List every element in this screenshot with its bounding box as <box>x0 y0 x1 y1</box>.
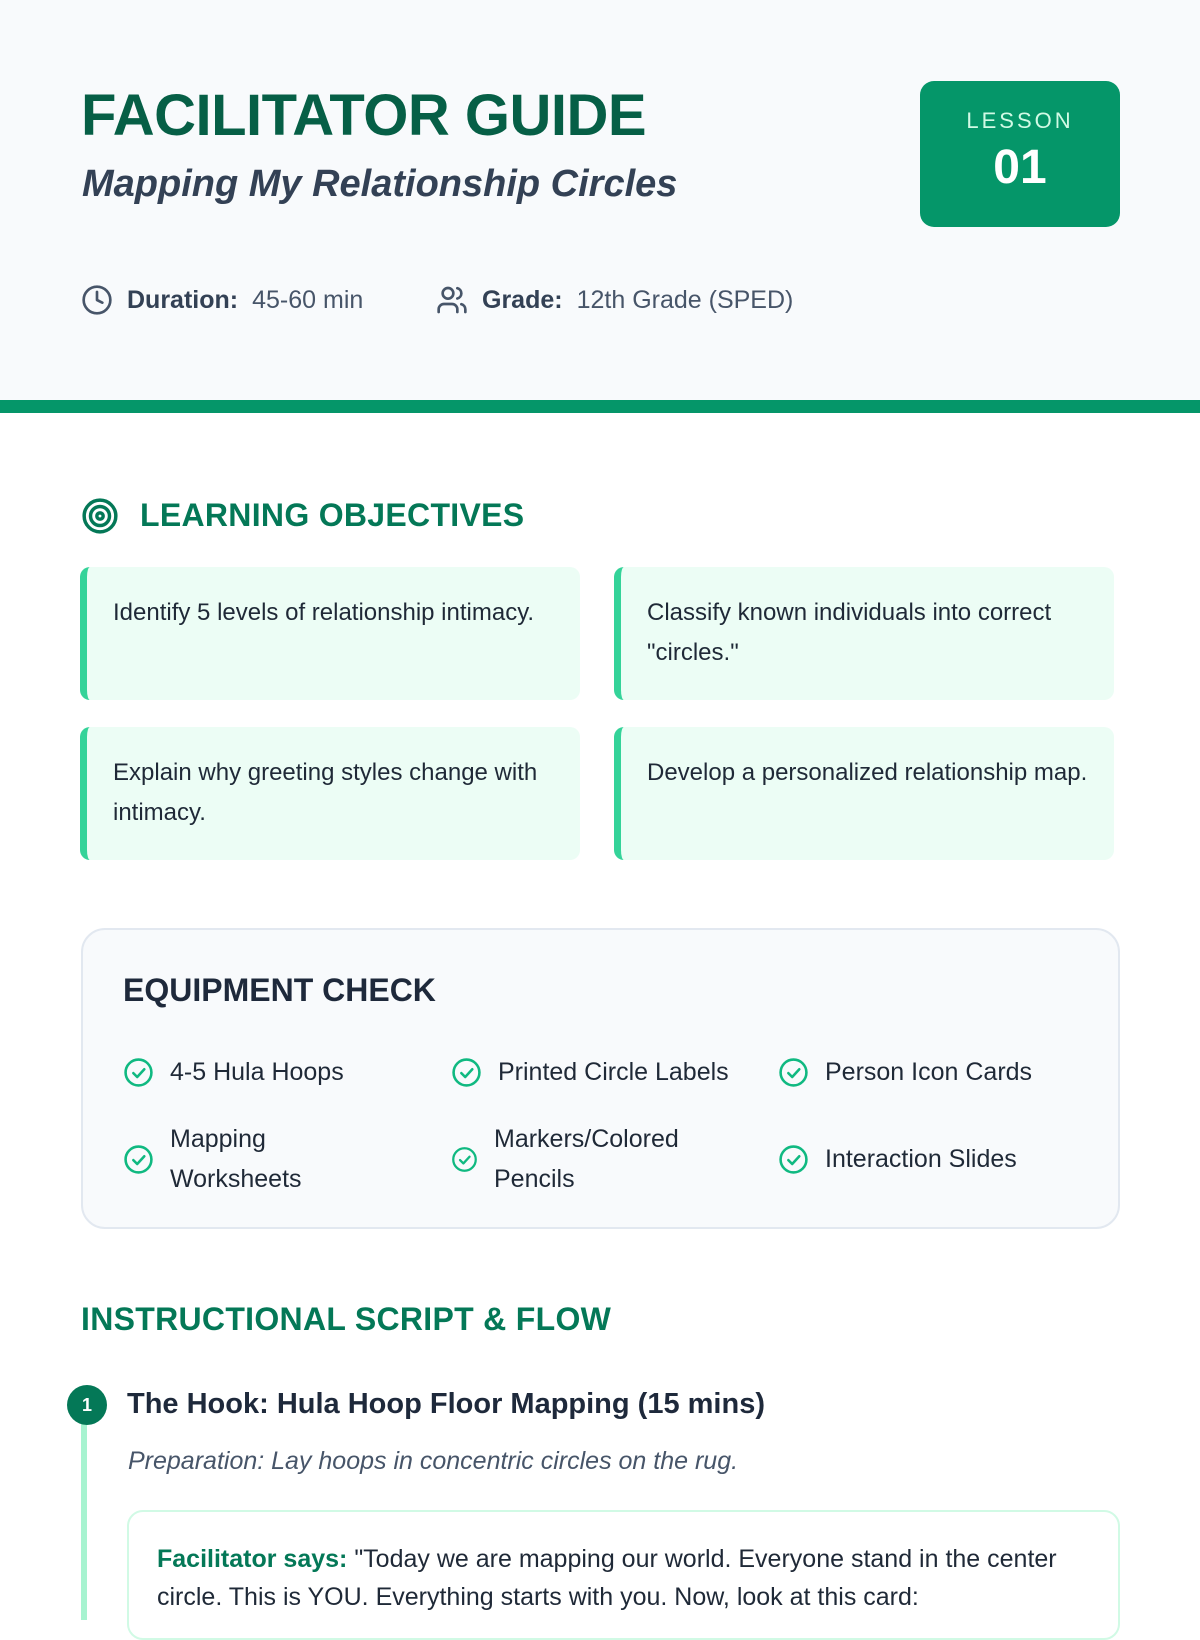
equipment-box <box>81 928 1120 1229</box>
page-subtitle: Mapping My Relationship Circles <box>82 163 678 205</box>
step-preparation: Preparation: Lay hoops in concentric circles on the rug. <box>128 1447 739 1475</box>
lesson-badge <box>920 81 1120 227</box>
objective-card: Identify 5 levels of relationship intimacy. <box>80 567 580 700</box>
script-quote: "Today we are mapping our world. Everyone stand in the center circle. This is YOU. Everything starts with you. Now, look at this card: <box>157 1545 1057 1611</box>
duration-value: 45-60 min <box>252 285 364 314</box>
header <box>0 0 1200 400</box>
equipment-item <box>123 1052 403 1092</box>
grade-value: 12th Grade (SPED) <box>576 285 794 314</box>
equipment-item-label: 4-5 Hula Hoops <box>170 1058 344 1086</box>
duration-meta <box>81 282 363 318</box>
users-icon <box>436 284 468 316</box>
target-icon <box>81 497 119 535</box>
script-speaker: Facilitator says: <box>157 1545 348 1573</box>
equipment-title: EQUIPMENT CHECK <box>123 972 436 1008</box>
objective-card: Develop a personalized relationship map. <box>614 727 1114 860</box>
equipment-item-label: Person Icon Cards <box>825 1058 1033 1086</box>
step-number-badge: 1 <box>67 1385 107 1425</box>
duration-label: Duration: <box>127 285 239 314</box>
objectives-heading <box>81 497 781 537</box>
objective-card: Explain why greeting styles change with intimacy. <box>80 727 580 860</box>
clock-icon <box>81 284 113 316</box>
script-title: INSTRUCTIONAL SCRIPT & FLOW <box>81 1301 612 1337</box>
check-circle-icon <box>451 1146 478 1173</box>
equipment-item-label: Printed Circle Labels <box>498 1058 729 1086</box>
lesson-number: 01 <box>993 141 1047 194</box>
equipment-item-label: Interaction Slides <box>825 1145 1017 1173</box>
equipment-item <box>778 1139 1078 1179</box>
step-title: The Hook: Hula Hoop Floor Mapping (15 mins) <box>127 1388 765 1420</box>
lesson-label: LESSON <box>966 108 1074 133</box>
header-divider <box>0 400 1200 413</box>
equipment-item-label: Mapping Worksheets <box>170 1125 302 1193</box>
facilitator-script-box <box>127 1510 1120 1640</box>
objective-card: Classify known individuals into correct "circles." <box>614 567 1114 700</box>
equipment-item <box>451 1052 761 1092</box>
equipment-item <box>123 1119 323 1199</box>
check-circle-icon <box>778 1144 809 1175</box>
grade-label: Grade: <box>482 285 563 314</box>
timeline-line <box>81 1400 87 1620</box>
check-circle-icon <box>451 1057 482 1088</box>
objectives-title: LEARNING OBJECTIVES <box>140 497 525 533</box>
equipment-item <box>778 1052 1078 1092</box>
check-circle-icon <box>123 1057 154 1088</box>
equipment-item-label: Markers/Colored Pencils <box>494 1125 679 1193</box>
grade-meta <box>436 282 793 318</box>
check-circle-icon <box>778 1057 809 1088</box>
page-title: FACILITATOR GUIDE <box>81 83 647 148</box>
equipment-item <box>451 1119 721 1199</box>
check-circle-icon <box>123 1144 154 1175</box>
